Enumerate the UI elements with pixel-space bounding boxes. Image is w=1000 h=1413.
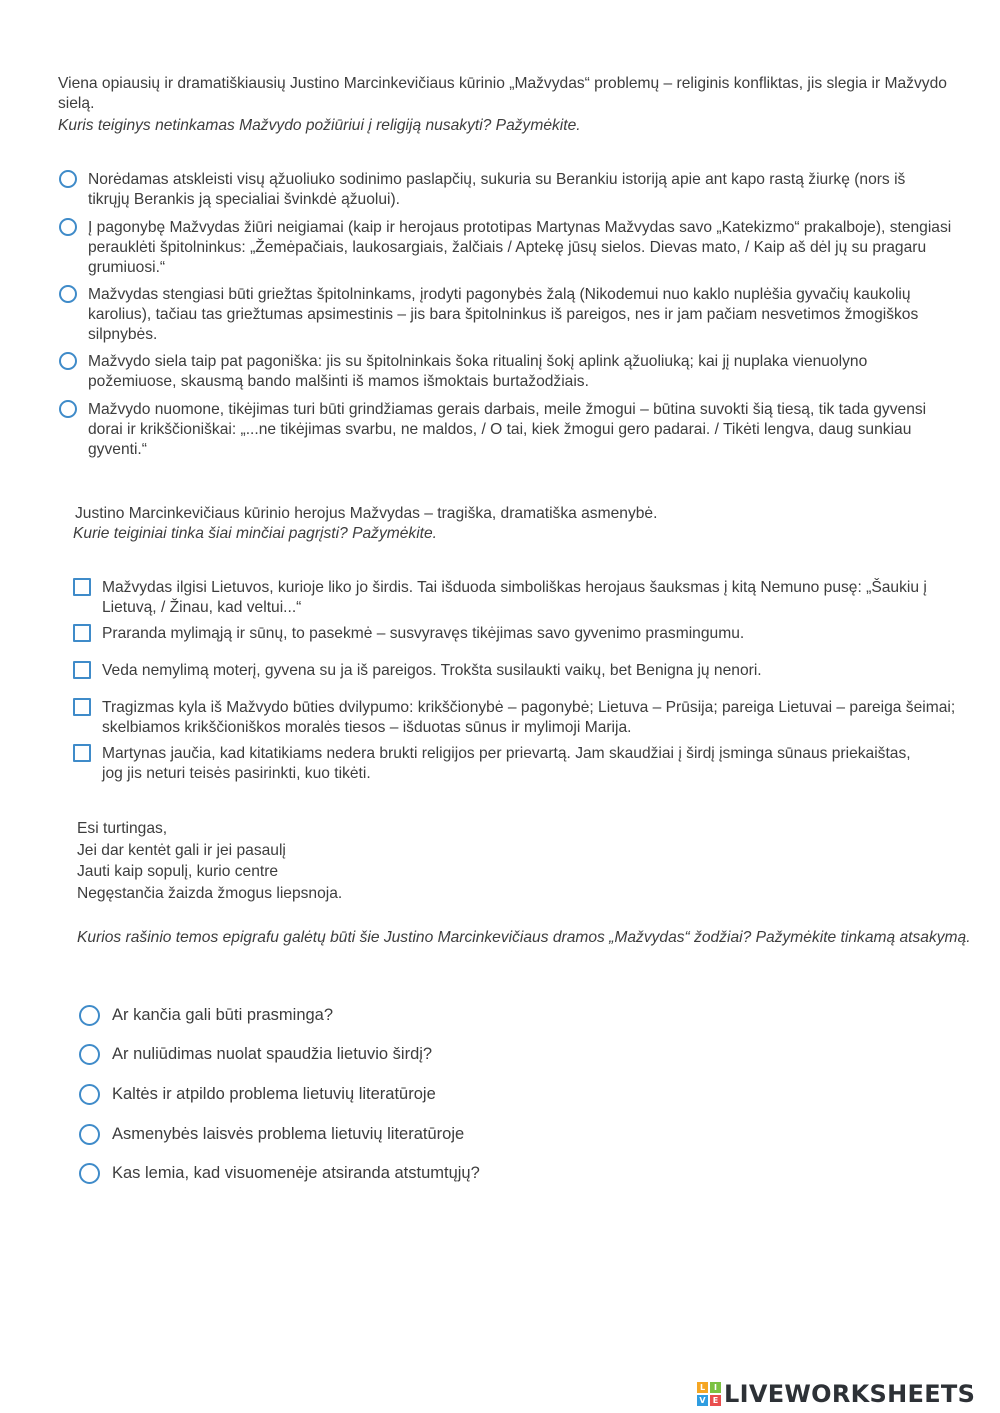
- q2-option-2[interactable]: [73, 624, 953, 644]
- q1-option-2[interactable]: [59, 218, 954, 278]
- q2-option-3-text: Veda nemylimą moterį, gyvena su ja iš pareigos. Trokšta susilaukti vaikų, bet Benigna jų nenori.: [102, 662, 762, 679]
- q3-radio-4[interactable]: [79, 1124, 100, 1145]
- q3-radio-2[interactable]: [79, 1044, 100, 1065]
- q3-prompt: Kurios rašinio temos epigrafu galėtų būti šie Justino Marcinkevičiaus dramos „Mažvydas“ žodžiai? Pažymėkite tinkamą atsakymą.: [77, 929, 971, 946]
- poem-epigraph: [77, 818, 342, 904]
- liveworksheets-logo: [697, 1380, 975, 1408]
- q2-option-3[interactable]: [73, 661, 953, 681]
- logo-letter-v: V: [697, 1395, 708, 1406]
- q2-intro: Justino Marcinkevičiaus kūrinio herojus Mažvydas – tragiška, dramatiška asmenybė.: [75, 505, 658, 522]
- q3-radio-1[interactable]: [79, 1005, 100, 1026]
- q1-intro: Viena opiausių ir dramatiškiausių Justino Marcinkevičiaus kūrinio „Mažvydas“ problemų – religinis konfliktas, jis slegia ir Mažvydo sielą.: [58, 75, 947, 112]
- q2-option-4-text: Tragizmas kyla iš Mažvydo būties dvilypumo: krikščionybė – pagonybė; Lietuva – Prūsija; pareiga Lietuvai – pareiga šeimai; skelbiamos krikščioniškos moralės tiesos – išduotas sūnus ir mylimoji Marija.: [102, 699, 956, 736]
- q3-radio-5[interactable]: [79, 1163, 100, 1184]
- q3-option-1[interactable]: [79, 1005, 779, 1026]
- q2-option-2-text: Praranda mylimąją ir sūnų, to pasekmė – susvyravęs tikėjimas savo gyvenimo prasmingumu.: [102, 625, 745, 642]
- q1-radio-2[interactable]: [59, 218, 77, 236]
- q3-radio-3[interactable]: [79, 1084, 100, 1105]
- logo-text: LIVEWORKSHEETS: [724, 1380, 976, 1408]
- q3-option-4-text: Asmenybės laisvės problema lietuvių literatūroje: [112, 1125, 465, 1143]
- q1-radio-3[interactable]: [59, 285, 77, 303]
- q1-option-3[interactable]: [59, 285, 929, 345]
- q2-prompt: Kurie teiginiai tinka šiai minčiai pagrįsti? Pažymėkite.: [73, 525, 438, 542]
- logo-letter-e: E: [710, 1395, 721, 1406]
- q3-option-5[interactable]: [79, 1163, 779, 1184]
- q1-option-3-text: Mažvydas stengiasi būti griežtas špitolninkams, įrodyti pagonybės žalą (Nikodemui nuo kaklo nuplėšia gyvačių kaukolių karolius), tačiau tas griežtumas apsimestinis – jis bara špitolninkus iš pareigos, nes ir jam pačiam nesvetimos žmogiškos silpnybės.: [88, 286, 919, 343]
- logo-letter-i: I: [710, 1382, 721, 1393]
- poem-line-1: Esi turtingas,: [77, 820, 168, 837]
- logo-letter-l: L: [697, 1382, 708, 1393]
- q2-option-4[interactable]: [73, 698, 963, 738]
- q3-option-3-text: Kaltės ir atpildo problema lietuvių literatūroje: [112, 1085, 436, 1103]
- q2-checkbox-5[interactable]: [73, 744, 91, 762]
- q2-option-1[interactable]: [73, 578, 953, 618]
- q3-option-3[interactable]: [79, 1084, 779, 1105]
- q1-option-4-text: Mažvydo siela taip pat pagoniška: jis su špitolninkais šoka ritualinį šokį aplink ąžuoliuką; kai jį nuplaka vienuolyno požemiuose, skausmą bando malšinti iš mamos išmoktais burtažodžiais.: [88, 353, 868, 390]
- q3-option-4[interactable]: [79, 1124, 779, 1145]
- q2-checkbox-1[interactable]: [73, 578, 91, 596]
- q2-option-5-text: Martynas jaučia, kad kitatikiams nedera brukti religijos per prievartą. Jam skaudžiai į širdį įsminga sūnaus priekaištas, jog jis neturi teisės pasirinkti, kuo tikėti.: [102, 745, 911, 782]
- q3-option-1-text: Ar kančia gali būti prasminga?: [112, 1006, 334, 1024]
- q2-option-5[interactable]: [73, 744, 933, 784]
- q2-option-1-text: Mažvydas ilgisi Lietuvos, kurioje liko jo širdis. Tai išduoda simboliškas herojaus šauksmas į kitą Nemuno pusę: „Šaukiu į Lietuvą, / Žinau, kad veltui...“: [102, 579, 927, 616]
- poem-line-2: Jei dar kentėt gali ir jei pasaulį: [77, 841, 286, 859]
- q1-option-5[interactable]: [59, 400, 954, 460]
- q1-radio-5[interactable]: [59, 400, 77, 418]
- q1-prompt: Kuris teiginys netinkamas Mažvydo požiūriui į religiją nusakyti? Pažymėkite.: [58, 117, 581, 134]
- q2-checkbox-2[interactable]: [73, 624, 91, 642]
- q1-option-5-text: Mažvydo nuomone, tikėjimas turi būti grindžiamas gerais darbais, meile žmogui – būtina suvokti šią tiesą, tik tada gyvensi dorai ir krikščioniškai: „...ne tikėjimas svarbu, ne maldos, / O tai, kiek žmogui gero padarai. / Tikėti lengva, daug sunkiau gyventi.“: [88, 401, 927, 458]
- poem-line-3: Jauti kaip sopulį, kurio centre: [77, 863, 279, 880]
- q1-option-2-text: Į pagonybę Mažvydas žiūri neigiamai (kaip ir herojaus prototipas Martynas Mažvydas savo „Katekizmo“ prakalboje), stengiasi perauklėti špitolninkus: „Žemėpačiais, laukosargiais, žalčiais / Aptekę jūsų sielos. Dievas mato, / Kaip aš dėl jų su pragaru grumiuosi.“: [88, 219, 952, 276]
- q3-option-5-text: Kas lemia, kad visuomenėje atsiranda atstumtųjų?: [112, 1164, 480, 1182]
- q1-radio-1[interactable]: [59, 170, 77, 188]
- q3-option-2[interactable]: [79, 1044, 779, 1065]
- q2-checkbox-3[interactable]: [73, 661, 91, 679]
- q1-option-1[interactable]: [59, 170, 949, 210]
- poem-line-4: Negęstančia žaizda žmogus liepsnoja.: [77, 884, 343, 902]
- q1-radio-4[interactable]: [59, 352, 77, 370]
- q1-option-1-text: Norėdamas atskleisti visų ąžuoliuko sodinimo paslapčių, sukuria su Berankiu istoriją apie ant kapo rastą žiurkę (nors iš tikrųjų Berankis ją specialiai švinkdė ąžuolui).: [88, 171, 906, 208]
- q1-option-4[interactable]: [59, 352, 944, 392]
- logo-mark: [697, 1382, 721, 1406]
- q3-option-2-text: Ar nuliūdimas nuolat spaudžia lietuvio širdį?: [112, 1045, 433, 1063]
- q2-checkbox-4[interactable]: [73, 698, 91, 716]
